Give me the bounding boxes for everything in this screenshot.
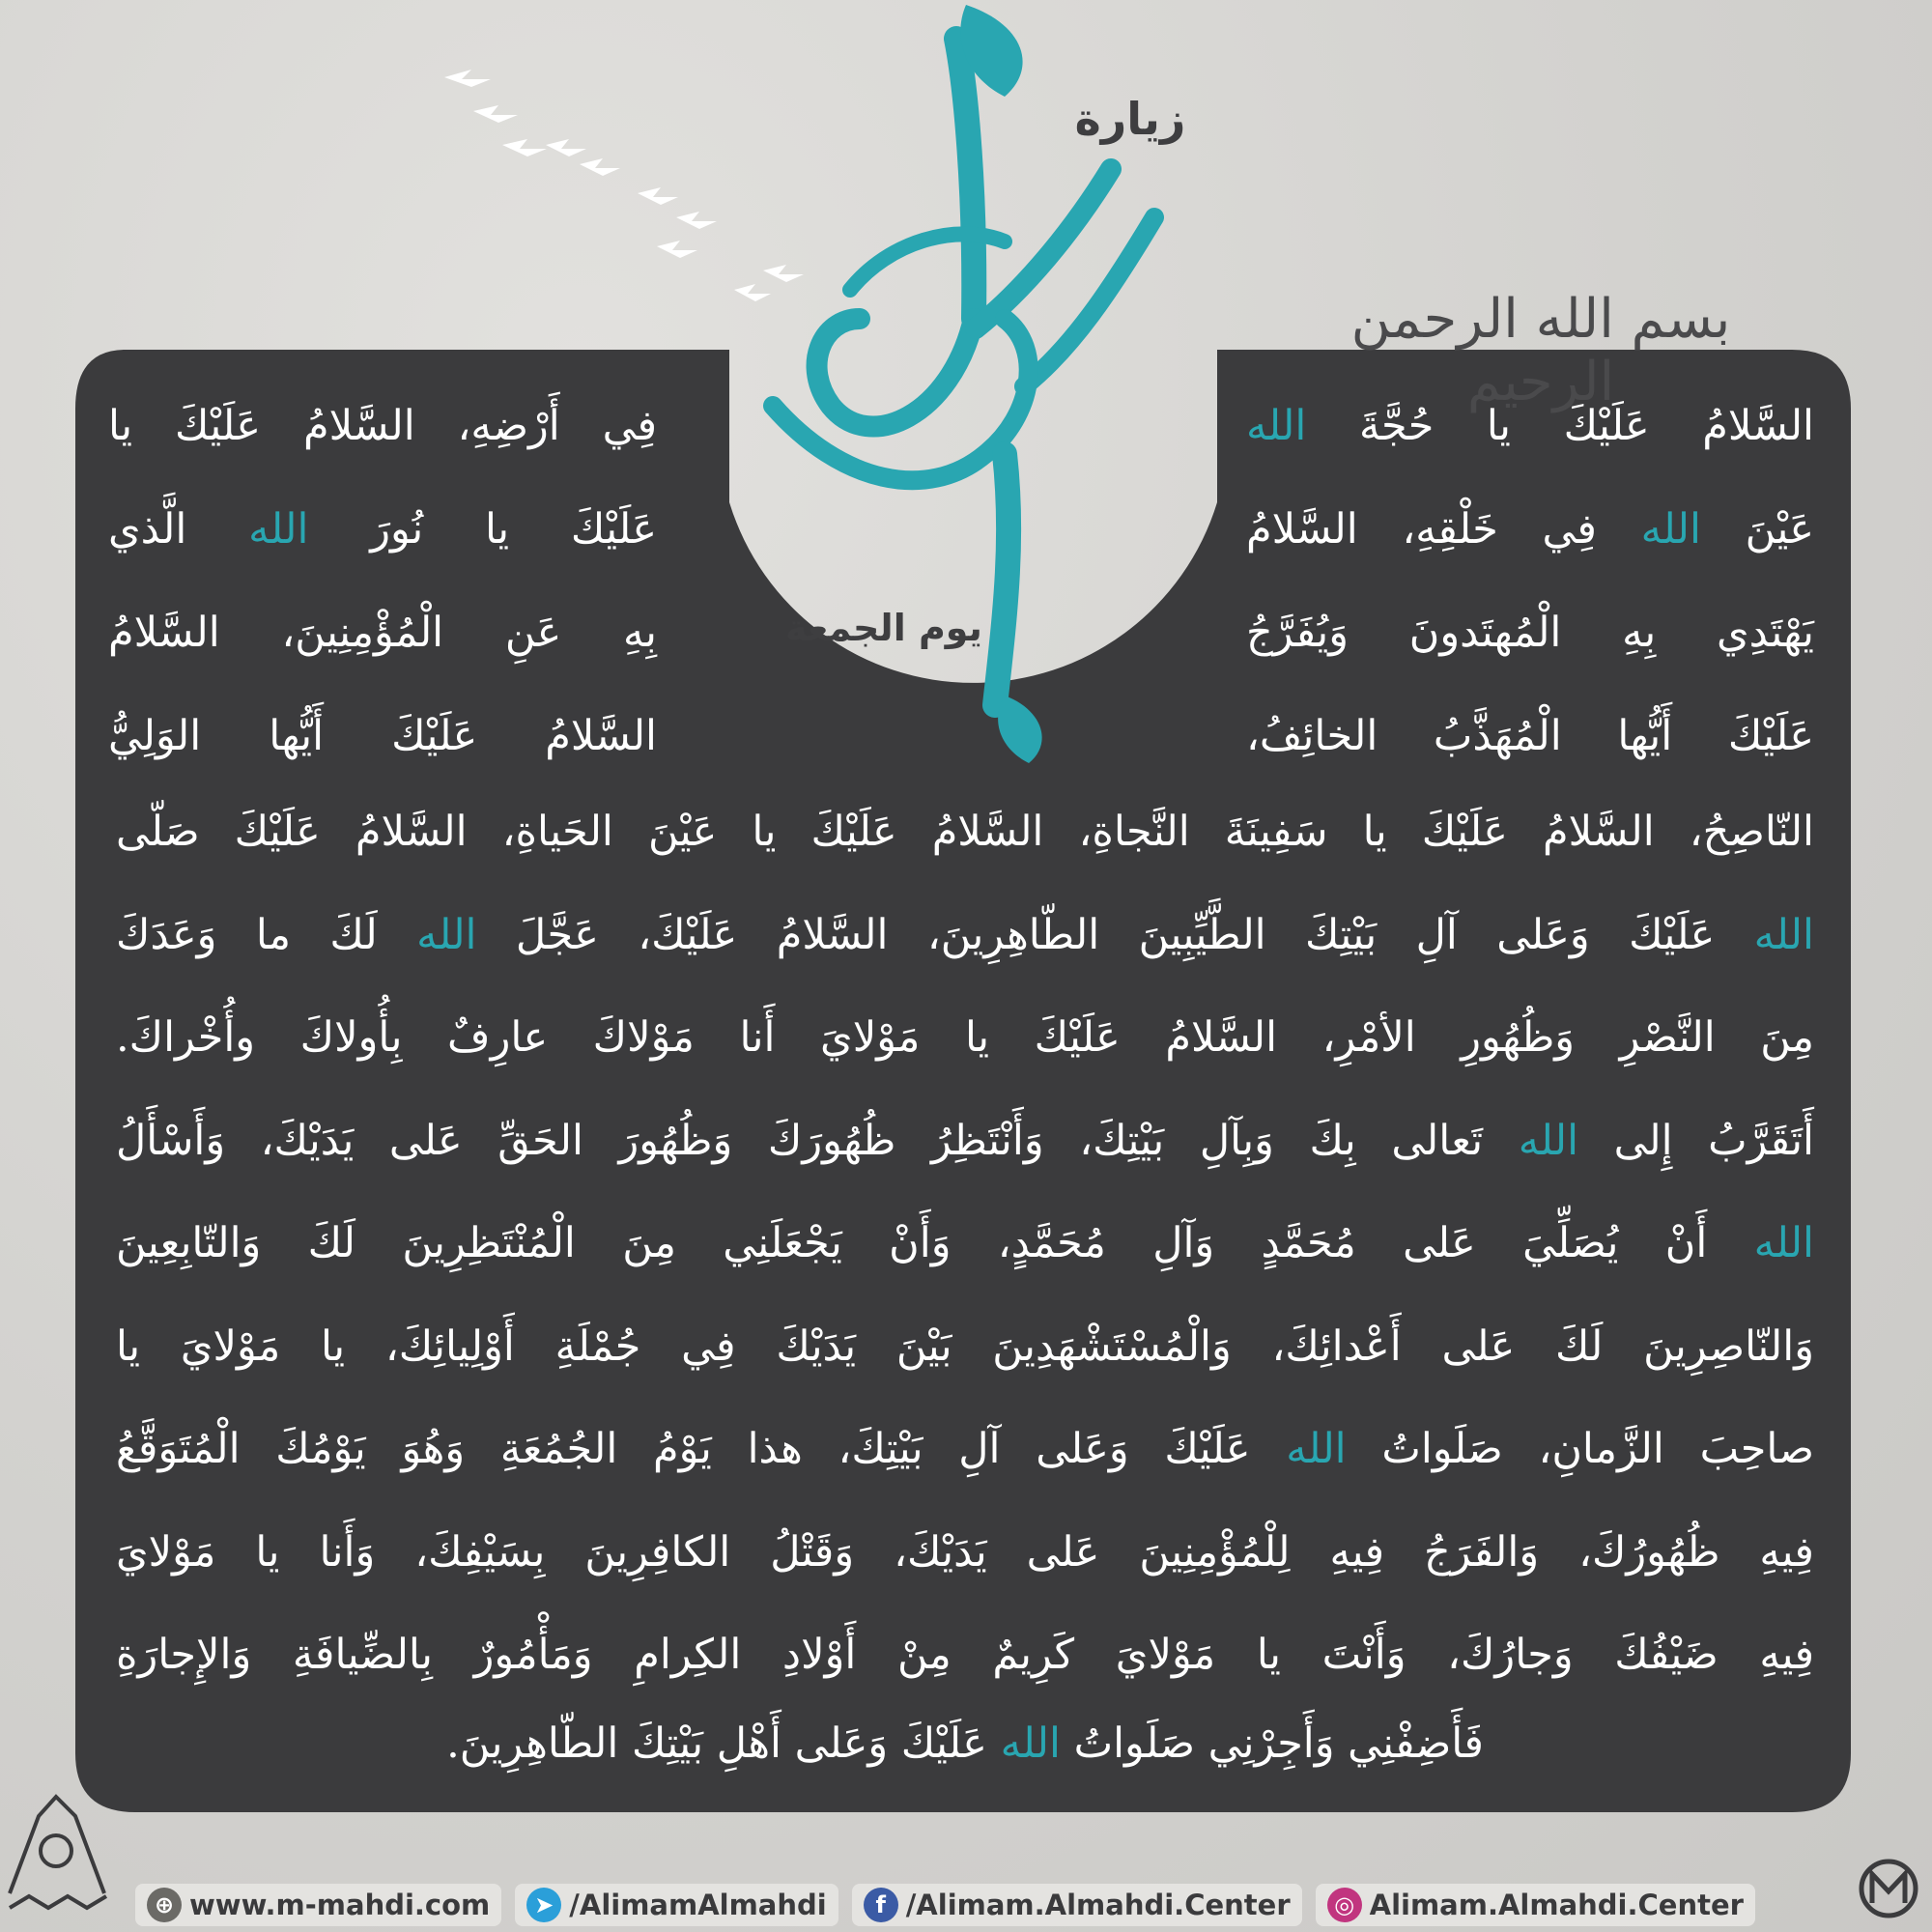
text-line — [116, 1013, 1814, 1062]
text-segment: السَّلامُ عَلَيْكَ يا حُجَّةَ — [1306, 402, 1814, 450]
instagram-text: Alimam.Almahdi.Center — [1369, 1889, 1744, 1921]
text-segment: عَلَيْكَ يا نُورَ — [308, 505, 657, 554]
text-line — [1246, 402, 1814, 450]
facebook-link[interactable] — [852, 1884, 1302, 1926]
text-line — [116, 1321, 1814, 1371]
text-segment: أَنْ يُصَلِّيَ عَلى مُحَمَّدٍ وَآلِ مُحَمَّدٍ، وَأَنْ يَجْعَلَنِي مِنَ الْمُنْتَظِرِينَ لَكَ وَالتّابِعِينَ — [116, 1219, 1754, 1267]
text-segment: فِي أَرْضِهِ، السَّلامُ عَلَيْكَ يا — [108, 402, 657, 450]
globe-icon: ⊕ — [147, 1888, 182, 1922]
allah-word: الله — [1286, 1425, 1347, 1473]
telegram-icon: ➤ — [526, 1888, 561, 1922]
text-line — [116, 1116, 1814, 1165]
text-segment: فِي خَلْقِهِ، السَّلامُ — [1246, 505, 1641, 554]
text-segment: عَلَيْكَ وَعَلى آلِ بَيْتِكَ، هذا يَوْمُ الجُمُعَةِ وَهُوَ يَوْمُكَ الْمُتَوَقَّعُ — [116, 1425, 1287, 1473]
text-segment: أَتَقَرَّبُ إِلى — [1578, 1116, 1814, 1165]
telegram-link[interactable] — [515, 1884, 838, 1926]
allah-word: الله — [1518, 1116, 1579, 1165]
birds-decoration — [444, 70, 804, 301]
text-line — [1246, 712, 1814, 760]
text-segment: صاحِبَ الزَّمانِ، صَلَواتُ — [1346, 1425, 1814, 1473]
text-line — [1246, 505, 1814, 554]
instagram-icon: ◎ — [1327, 1888, 1362, 1922]
text-segment: عَلَيْكَ أَيُّها الْمُهَذَّبُ الخائِفُ، — [1246, 712, 1814, 760]
text-segment: فِيهِ ضَيْفُكَ وَجارُكَ، وَأَنْتَ يا مَوْلايَ كَرِيمٌ مِنْ أَوْلادِ الكِرامِ وَمَأْمُورٌ بِالضِّيافَةِ وَالإِجارَةِ — [116, 1631, 1814, 1679]
text-line — [108, 402, 657, 450]
text-line — [108, 505, 657, 554]
website-text: www.m-mahdi.com — [189, 1889, 491, 1921]
allah-word: الله — [1246, 402, 1307, 450]
website-link[interactable] — [135, 1884, 501, 1926]
text-line — [116, 1719, 1814, 1768]
title-zyarat: زيارة — [1074, 93, 1186, 145]
instagram-link[interactable] — [1316, 1884, 1755, 1926]
telegram-text: /AlimamAlmahdi — [569, 1889, 827, 1921]
text-segment: فَأَضِفْنِي وَأَجِرْنِي صَلَواتُ — [1060, 1719, 1484, 1768]
text-line — [108, 712, 657, 760]
panel-shape — [75, 350, 1851, 1812]
basmala: بسم الله الرحمن الرحيم — [1350, 288, 1731, 413]
text-segment: عَيْنَ — [1700, 505, 1814, 554]
text-segment: فِيهِ ظُهُورُكَ، وَالفَرَجُ فِيهِ لِلْمُؤْمِنِينَ عَلى يَدَيْكَ، وَقَتْلُ الكافِرِينَ بِسَيْفِكَ، وَأَنا يا مَوْلايَ — [116, 1527, 1814, 1577]
text-segment: وَالنّاصِرِينَ لَكَ عَلى أَعْدائِكَ، وَالْمُسْتَشْهَدِينَ بَيْنَ يَدَيْكَ فِي جُمْلَةِ أَوْلِيائِكَ، يا مَوْلايَ يا — [116, 1321, 1814, 1371]
title-friday: يوم الجمعة — [785, 607, 982, 649]
text-line — [108, 609, 657, 657]
text-line — [1246, 609, 1814, 657]
center-logo — [1861, 1861, 1916, 1916]
text-line — [116, 808, 1814, 856]
text-line — [116, 1219, 1814, 1267]
facebook-text: /Alimam.Almahdi.Center — [905, 1889, 1291, 1921]
text-segment: عَلَيْكَ وَعَلى آلِ بَيْتِكَ الطَّيِّبِينَ الطّاهِرِينَ، السَّلامُ عَلَيْكَ، عَجَّلَ — [476, 910, 1754, 959]
footer-links — [135, 1880, 1755, 1930]
allah-word: الله — [248, 505, 309, 554]
text-segment: الَّذي — [108, 505, 249, 554]
text-segment: النّاصِحُ، السَّلامُ عَلَيْكَ يا سَفِينَةَ النَّجاةِ، السَّلامُ عَلَيْكَ يا عَيْنَ الحَياةِ، السَّلامُ عَلَيْكَ صَلّى — [116, 808, 1814, 856]
text-line — [116, 910, 1814, 959]
text-segment: بِهِ عَنِ الْمُؤْمِنِينَ، السَّلامُ — [108, 609, 657, 657]
text-segment: لَكَ ما وَعَدَكَ — [116, 910, 417, 959]
text-segment: يَهْتَدِي بِهِ الْمُهتَدونَ وَيُفَرَّجُ — [1246, 609, 1814, 657]
text-segment: مِنَ النَّصْرِ وَظُهُورِ الأمْرِ، السَّلامُ عَلَيْكَ يا مَوْلايَ أَنا مَوْلاكَ عارِفٌ بِأُولاكَ وأُخْراكَ. — [116, 1013, 1814, 1062]
text-segment: عَلَيْكَ وَعَلى أَهْلِ بَيْتِكَ الطّاهِرِينَ. — [446, 1719, 1001, 1768]
text-segment: تَعالى بِكَ وَبِآلِ بَيْتِكَ، وَأَنْتَظِرُ ظُهُورَكَ وَظُهُورَ الحَقِّ عَلى يَدَيْكَ، وَأَسْأَلُ — [116, 1116, 1519, 1165]
allah-word: الله — [1640, 505, 1701, 554]
text-line — [116, 1631, 1814, 1679]
text-line — [116, 1527, 1814, 1577]
facebook-icon: f — [864, 1888, 898, 1922]
text-segment: السَّلامُ عَلَيْكَ أَيُّها الوَلِيُّ — [108, 712, 657, 760]
allah-word: الله — [1000, 1719, 1061, 1768]
ornament-logo — [10, 1797, 106, 1908]
allah-word: الله — [1753, 1219, 1814, 1267]
allah-word: الله — [1753, 910, 1814, 959]
text-line — [116, 1425, 1814, 1473]
allah-word: الله — [416, 910, 477, 959]
